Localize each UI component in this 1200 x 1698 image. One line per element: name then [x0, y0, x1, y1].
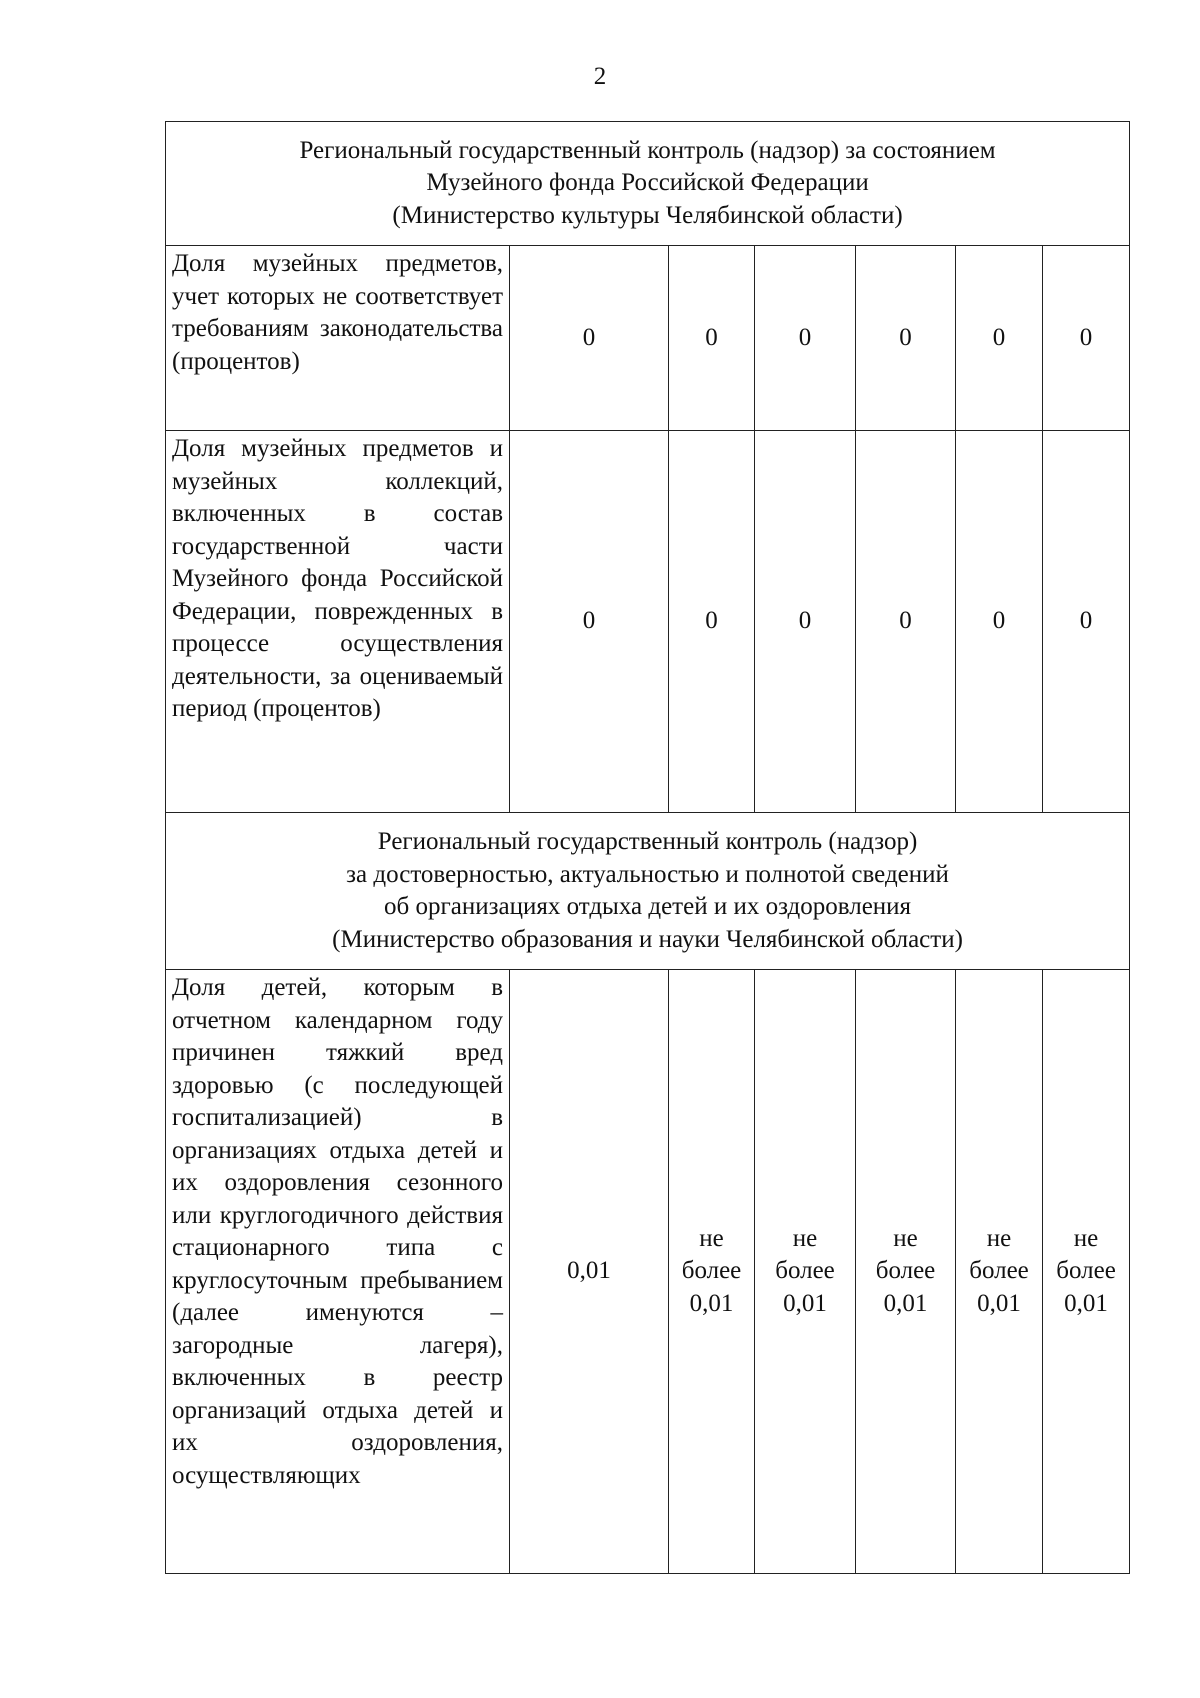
- table-row: [166, 246, 1130, 431]
- value-cell: [1043, 970, 1130, 1574]
- value-line: более: [775, 1257, 835, 1285]
- value-line: не: [893, 1224, 918, 1252]
- value-cell: 0: [1043, 431, 1130, 813]
- value-cell: 0: [856, 431, 956, 813]
- heading-line: об организациях отдыха детей и их оздоровления: [384, 893, 912, 920]
- table-row: [166, 431, 1130, 813]
- value-cell: [669, 970, 755, 1574]
- value-cell: 0: [755, 431, 856, 813]
- value-cell: 0: [1043, 246, 1130, 431]
- section-heading-row: [166, 813, 1130, 970]
- heading-line: Музейного фонда Российской Федерации: [426, 169, 869, 197]
- value-cell: 0: [755, 246, 856, 431]
- value-cell: 0: [956, 246, 1043, 431]
- value-line: 0,01: [567, 1257, 611, 1285]
- heading-line: (Министерство культуры Челябинской области): [392, 201, 903, 229]
- indicator-cell: Доля музейных предметов, учет которых не соответствует требованиям законодательства (процентов): [166, 246, 510, 431]
- table-row: [166, 970, 1130, 1574]
- section-heading-row: [166, 122, 1130, 246]
- heading-line: за достоверностью, актуальностью и полнотой сведений: [346, 860, 949, 888]
- value-line: более: [969, 1257, 1029, 1285]
- value-cell: 0: [856, 246, 956, 431]
- heading-line: Региональный государственный контроль (надзор): [377, 828, 918, 855]
- value-line: более: [1056, 1257, 1116, 1285]
- value-line: 0,01: [1064, 1289, 1108, 1317]
- value-line: 0,01: [783, 1289, 827, 1317]
- value-cell: 0: [956, 431, 1043, 813]
- value-cell: 0: [510, 431, 669, 813]
- section-heading-child-recreation: [166, 813, 1130, 970]
- value-line: более: [875, 1257, 936, 1285]
- value-line: 0,01: [883, 1289, 928, 1317]
- indicators-table: [165, 121, 1130, 1574]
- value-line: не: [699, 1224, 724, 1252]
- value-line: не: [986, 1224, 1012, 1252]
- indicator-cell: Доля музейных предметов и музейных коллекций, включенных в состав государственной части Музейного фонда Российской Федерации, поврежденных в процессе осуществления деятельности, за оцениваемый период (процентов): [166, 431, 510, 813]
- value-cell: 0: [669, 431, 755, 813]
- value-cell: [856, 970, 956, 1574]
- value-line: 0,01: [977, 1289, 1021, 1317]
- heading-line: Региональный государственный контроль (надзор) за состоянием: [299, 136, 996, 164]
- value-line: не: [792, 1224, 818, 1252]
- value-line: не: [1073, 1224, 1099, 1252]
- heading-line: (Министерство образования и науки Челябинской области): [332, 925, 963, 953]
- value-cell: [956, 970, 1043, 1574]
- value-cell: 0: [510, 246, 669, 431]
- value-cell: 0: [669, 246, 755, 431]
- page-number: 2: [593, 63, 607, 90]
- value-line: более: [681, 1257, 742, 1285]
- indicator-cell: Доля детей, которым в отчетном календарном году причинен тяжкий вред здоровью (с последующей госпитализацией) в организациях отдыха детей и их оздоровления сезонного или круглогодичного действия стационарного типа с круглосуточным пребыванием (далее именуются – загородные лагеря), включенных в реестр организаций отдыха детей и их оздоровления, осуществляющих: [166, 970, 510, 1574]
- value-line: 0,01: [689, 1289, 734, 1317]
- value-cell: [510, 970, 669, 1574]
- value-cell: [755, 970, 856, 1574]
- section-heading-museum-fund: [166, 122, 1130, 246]
